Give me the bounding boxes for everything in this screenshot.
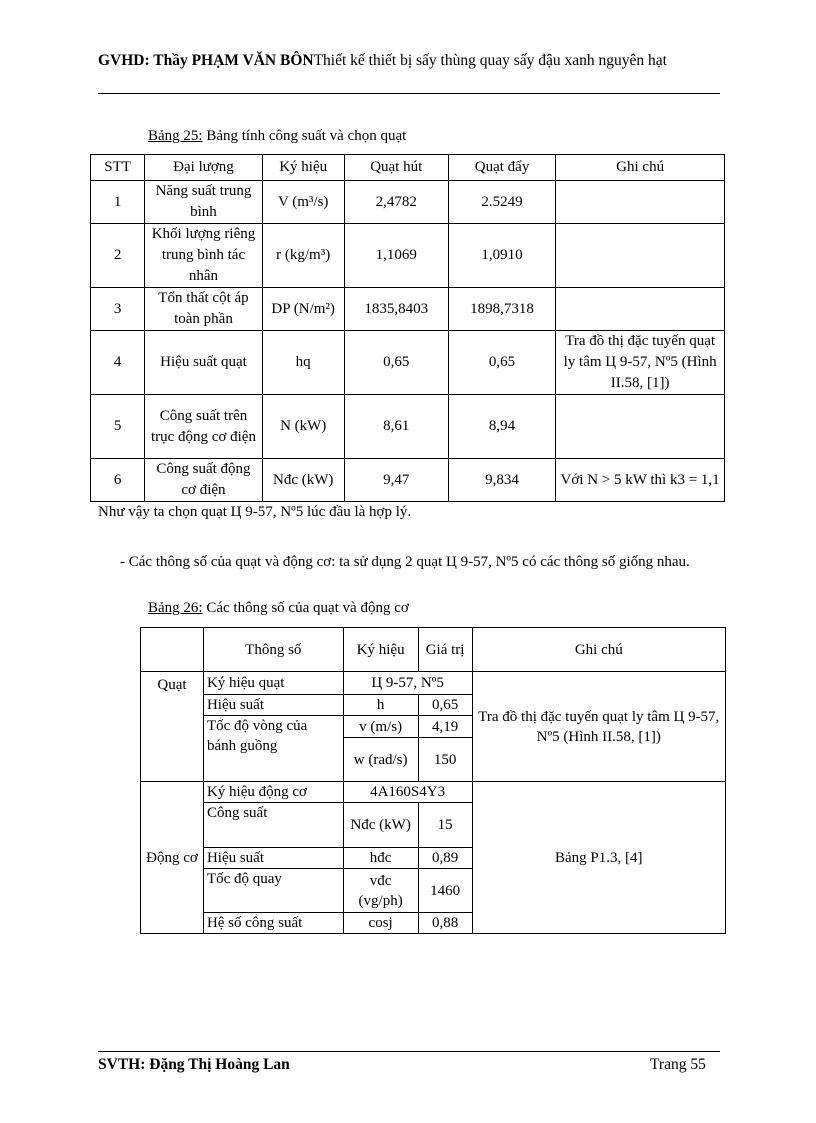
cell-stt: 6 — [91, 459, 145, 502]
advisor-name: GVHD: Thầy PHẠM VĂN BÔN — [98, 52, 314, 69]
group-motor: Động cơ — [141, 782, 204, 934]
cell-symbol: Nđc (kW) — [343, 803, 418, 848]
table-26 — [140, 627, 726, 934]
cell-value: 15 — [418, 803, 472, 848]
cell-note — [556, 181, 725, 224]
cell-note: Tra đồ thị đặc tuyến quạt ly tâm Ц 9-57, Nº5 (Hình II.58, [1]) — [556, 331, 725, 395]
note-motor: Bảng P1.3, [4] — [472, 782, 725, 934]
cell-supply: 1,0910 — [448, 224, 555, 288]
table-26-caption — [148, 600, 409, 617]
header-exhaust-fan: Quạt hút — [344, 155, 448, 181]
table-row — [141, 672, 726, 695]
cell-supply: 9,834 — [448, 459, 555, 502]
cell-value: 4A160S4Y3 — [343, 782, 472, 803]
cell-exhaust: 2,4782 — [344, 181, 448, 224]
cell-value: 150 — [418, 738, 472, 782]
note-fan: Tra đồ thị đặc tuyến quạt ly tâm Ц 9-57, Nº5 (Hình II.58, [1]) — [472, 672, 725, 782]
cell-note — [556, 395, 725, 459]
table-25 — [90, 154, 725, 502]
header-quantity: Đại lượng — [145, 155, 263, 181]
cell-stt: 5 — [91, 395, 145, 459]
cell-exhaust: 9,47 — [344, 459, 448, 502]
cell-quantity: Hiệu suất quạt — [145, 331, 263, 395]
table-row — [91, 224, 725, 288]
table-row — [91, 181, 725, 224]
header-rule — [98, 93, 720, 94]
table-26-title: Các thông số của quạt và động cơ — [202, 600, 409, 616]
cell-quantity: Công suất trên trục động cơ điện — [145, 395, 263, 459]
cell-stt: 4 — [91, 331, 145, 395]
cell-parameter: Tốc độ vòng của bánh guồng — [203, 716, 343, 782]
page-number: Trang 55 — [650, 1056, 706, 1073]
header-note: Ghi chú — [472, 628, 725, 672]
conclusion-paragraph: Như vậy ta chọn quạt Ц 9-57, Nº5 lúc đầu là hợp lý. — [98, 504, 412, 520]
cell-value: Ц 9-57, Nº5 — [343, 672, 472, 695]
cell-exhaust: 8,61 — [344, 395, 448, 459]
fan-motor-paragraph: - Các thông số của quạt và động cơ: ta sử dụng 2 quạt Ц 9-57, Nº5 có các thông số giống nhau. — [120, 554, 690, 570]
cell-symbol: DP (N/m²) — [262, 288, 344, 331]
cell-value: 0,65 — [418, 695, 472, 716]
cell-quantity: Công suất động cơ điện — [145, 459, 263, 502]
cell-supply: 2.5249 — [448, 181, 555, 224]
header-stt: STT — [91, 155, 145, 181]
table-row — [141, 628, 726, 672]
table-25-caption — [148, 128, 406, 145]
cell-symbol: cosj — [343, 913, 418, 934]
cell-symbol: hđc — [343, 848, 418, 869]
cell-symbol: r (kg/m³) — [262, 224, 344, 288]
cell-note — [556, 224, 725, 288]
cell-value: 0,89 — [418, 848, 472, 869]
header-empty — [141, 628, 204, 672]
cell-parameter: Hiệu suất — [203, 848, 343, 869]
cell-supply: 8,94 — [448, 395, 555, 459]
table-25-label: Bảng 25: — [148, 128, 203, 144]
cell-value: 4,19 — [418, 716, 472, 738]
table-row — [91, 331, 725, 395]
table-row — [91, 395, 725, 459]
cell-stt: 2 — [91, 224, 145, 288]
table-25-title: Bảng tính công suất và chọn quạt — [202, 128, 407, 144]
cell-parameter: Ký hiệu quạt — [203, 672, 343, 695]
page-header — [98, 50, 720, 72]
cell-supply: 1898,7318 — [448, 288, 555, 331]
header-note: Ghi chú — [556, 155, 725, 181]
cell-symbol: v (m/s) — [343, 716, 418, 738]
header-symbol: Ký hiệu — [343, 628, 418, 672]
cell-parameter: Hiệu suất — [203, 695, 343, 716]
cell-symbol: hq — [262, 331, 344, 395]
cell-note — [556, 288, 725, 331]
cell-quantity: Tổn thất cột áp toàn phần — [145, 288, 263, 331]
table-row — [91, 155, 725, 181]
student-name: SVTH: Đặng Thị Hoàng Lan — [98, 1056, 290, 1073]
cell-symbol: Nđc (kW) — [262, 459, 344, 502]
table-26-label: Bảng 26: — [148, 600, 203, 616]
cell-quantity: Khối lượng riêng trung bình tác nhân — [145, 224, 263, 288]
table-row — [91, 288, 725, 331]
cell-parameter: Công suất — [203, 803, 343, 848]
header-value: Giá trị — [418, 628, 472, 672]
cell-exhaust: 1,1069 — [344, 224, 448, 288]
cell-supply: 0,65 — [448, 331, 555, 395]
cell-stt: 3 — [91, 288, 145, 331]
cell-symbol: N (kW) — [262, 395, 344, 459]
cell-symbol: vđc (vg/ph) — [343, 869, 418, 913]
table-row — [91, 459, 725, 502]
cell-parameter: Tốc độ quay — [203, 869, 343, 913]
header-symbol: Ký hiệu — [262, 155, 344, 181]
thesis-title: Thiết kế thiết bị sấy thùng quay sấy đậu xanh nguyên hạt — [313, 52, 667, 69]
cell-exhaust: 1835,8403 — [344, 288, 448, 331]
header-parameter: Thông số — [203, 628, 343, 672]
header-supply-fan: Quạt đẩy — [448, 155, 555, 181]
cell-quantity: Năng suất trung bình — [145, 181, 263, 224]
cell-symbol: V (m³/s) — [262, 181, 344, 224]
cell-value: 1460 — [418, 869, 472, 913]
footer-rule — [98, 1051, 720, 1052]
group-fan: Quạt — [141, 672, 204, 782]
cell-note: Với N > 5 kW thì k3 = 1,1 — [556, 459, 725, 502]
cell-exhaust: 0,65 — [344, 331, 448, 395]
cell-symbol: w (rad/s) — [343, 738, 418, 782]
cell-parameter: Hệ số công suất — [203, 913, 343, 934]
cell-value: 0,88 — [418, 913, 472, 934]
cell-stt: 1 — [91, 181, 145, 224]
table-row — [141, 782, 726, 803]
cell-parameter: Ký hiệu động cơ — [203, 782, 343, 803]
cell-symbol: h — [343, 695, 418, 716]
